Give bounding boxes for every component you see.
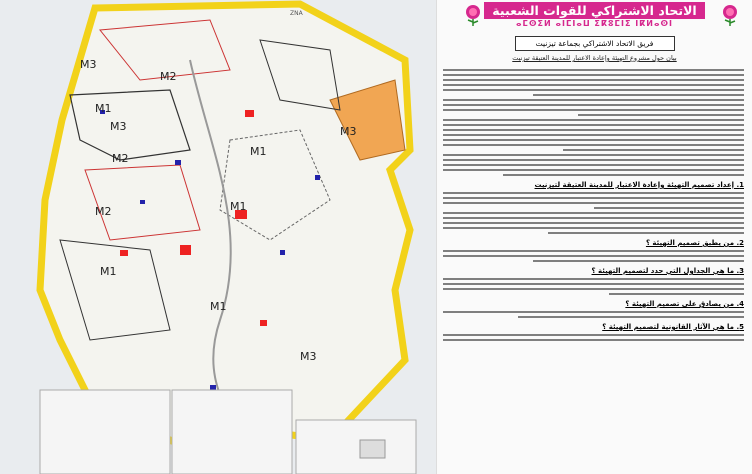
document-title: فريق الاتحاد الاشتراكي بجماعة تيزنيت: [515, 36, 675, 51]
zone-label: M3: [80, 58, 97, 71]
paragraph: [443, 334, 744, 341]
zone-label: M1: [100, 265, 117, 278]
zone-label: M3: [340, 125, 357, 138]
rose-icon: [461, 2, 485, 26]
zna-label: ZNA: [290, 10, 303, 17]
zone-label: M3: [300, 350, 317, 363]
zone-label: M1: [250, 145, 267, 158]
question-heading: 1. إعداد تصميم التهيئة وإعادة الاعتبار للمدينة العتيقة لتيزنيت: [534, 181, 744, 189]
paragraph: [443, 212, 744, 234]
paragraph: [443, 119, 744, 151]
rose-icon: [718, 2, 742, 26]
zone-label: M1: [210, 300, 227, 313]
question-heading: 3. ما هي الجداول التي حدد لتصميم التهيئة ؟: [591, 267, 744, 275]
party-name-arabic: الاتحاد الاشتراكي للقوات الشعبية: [484, 2, 704, 19]
paragraph: [443, 154, 744, 176]
question-heading: 2. من يطبق تصميم التهيئة ؟: [645, 239, 744, 247]
paragraph: [443, 99, 744, 116]
zone-label: M2: [160, 70, 177, 83]
paragraph: [443, 69, 744, 96]
party-name-tifinagh: ⴰⵎⵙⵉⵍ ⴰⵏⵎⵏⴰⵡ ⵉⴽⵓⵎⵏⵉ ⵏⴽⵍⴰⵙⵏ: [515, 18, 673, 28]
zone-label: M2: [112, 152, 129, 165]
document-page: [436, 0, 752, 474]
zone-label: M2: [95, 205, 112, 218]
paragraph: [443, 250, 744, 262]
zone-label: M3: [110, 120, 127, 133]
document-header: [437, 0, 752, 30]
zone-label: M1: [230, 200, 247, 213]
paragraph: [443, 192, 744, 209]
document-subtitle: بيان حول مشروع التهيئة وإعادة الاعتبار للمدينة العتيقة تيزنيت: [512, 54, 677, 62]
zone-label: M1: [95, 102, 112, 115]
question-heading: 4. من يصادق على تصميم التهيئة ؟: [625, 300, 744, 308]
paragraph: [443, 311, 744, 318]
question-heading: 5. ما هي الآثار القانونية لتصميم التهيئة ؟: [602, 323, 744, 331]
document-body: [437, 62, 752, 341]
paragraph: [443, 278, 744, 295]
